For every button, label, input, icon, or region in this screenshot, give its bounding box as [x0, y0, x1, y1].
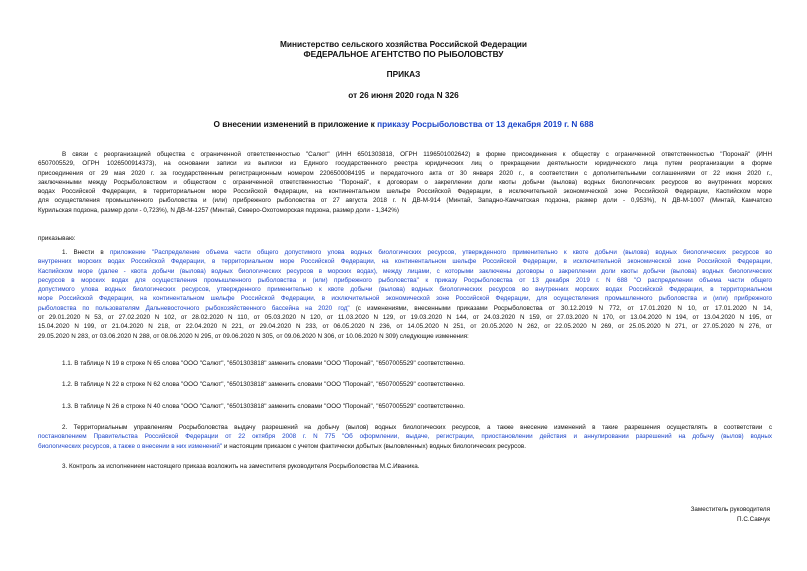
item-1-tail: следующие изменения:: [397, 332, 469, 340]
item-1-3: 1.3. В таблице N 26 в строке N 40 слова "ООО "Салют", "6501303818" заменить словами "ООО "Поронай", "6507005529" соответственно.: [62, 403, 465, 410]
document-title: [0, 119, 807, 129]
amendments-line: 15.04.2020 N 199, от 21.04.2020 N 218, от 22.04.2020 N 221, от 29.04.2020 N 233, от 06.05.2020 N 236, от 14.05.2020 N 251, от 20.05.2020 N 262, от 22.05.2020 N 269, от 25.05.2020 N 271, от 27.05.2020 N 276, от: [38, 323, 772, 331]
item-1-1: 1.1. В таблице N 19 в строке N 65 слова "ООО "Салют", "6501303818" заменить словами "ООО "Поронай", "6507005529" соответственно.: [62, 360, 465, 367]
government-decree-link[interactable]: постановлением Правительства Российской Федерации от 22 октября 2008 г. N 775 "Об оформлении, выдаче, регистрации, приостановлении действия и аннулировании разрешений на добычу (вылов) водных: [38, 433, 772, 441]
order-word: приказываю:: [38, 235, 76, 242]
appendix-link[interactable]: приложение "Распределение объема части общего допустимого улова водных биологических ресурсов, утвержденного применительно к квоте добычи (вылова) водных биологических ресурсов во: [109, 249, 772, 256]
amendments-text: (с изменениями, внесенными приказами Росрыболовства от 30.12.2019 N 772, от 17.01.2020 N 10, от 17.01.2020 N 14,: [349, 304, 772, 312]
preamble-line: 6507005529, ОГРН 1026500914373), на основании записи из выписки из Единого государственного реестра юридических лиц о прекращении деятельности юридического лица путем реорганизации в форме: [38, 160, 772, 168]
item-2: [38, 423, 772, 451]
item-1-line: [38, 304, 772, 313]
title-prefix: О внесении изменений в приложение к: [213, 119, 378, 129]
preamble-line: Курильская подзона, размер доли - 0,723%), N ДВ-М-1257 (Минтай, Северо-Охотоморская подзона, размер доли - 1,342%): [38, 206, 399, 214]
amendments-line: от 29.01.2020 N 53, от 27.02.2020 N 102, от 28.02.2020 N 110, от 05.03.2020 N 120, от 11.03.2020 N 129, от 19.03.2020 N 144, от 24.03.2020 N 159, от 27.03.2020 N 170, от 13.04.2020 N 194, от 13.04.2020 N 195, от: [38, 314, 772, 322]
appendix-link-line[interactable]: Каспийском море (далее - квота добычи (вылова) водных биологических ресурсов в морских водах), между лицами, с которыми заключены договоры о закреплении доли квоты добычи (вылова) водных биологических: [38, 267, 772, 275]
preamble-line: заключенными между Росрыболовством и обществом с ограниченной ответственностью "Поронай", к договорам о закреплении доли квоты добычи (вылова) водных биологических ресурсов во внутренних морских: [38, 178, 772, 186]
appendix-link-line[interactable]: ресурсов в морских водах для осуществления промышленного рыболовства и (или) прибрежного рыболовства" к приказу Росрыболовства от 13 декабря 2019 г. N 688 "О распределении объема части общего: [38, 276, 772, 284]
item-2-tail: и настоящим приказом с учетом фактически добытых (выловленных) водных биологических ресурсов.: [222, 442, 526, 450]
document-date-number: от 26 июня 2020 года N 326: [348, 90, 459, 100]
item-1: [38, 248, 772, 341]
item-2-line: [38, 442, 772, 451]
appendix-link-line[interactable]: море Российской Федерации, на континентальном шельфе Российской Федерации, в исключительной экономической зоне Российской Федерации, для осуществления промышленного рыболовства и (или) прибрежного: [38, 295, 772, 303]
item-1-2: 1.2. В таблице N 22 в строке N 62 слова "ООО "Салют", "6501303818" заменить словами "ООО "Поронай", "6507005529" соответственно.: [62, 381, 465, 388]
preamble-line: для осуществления промышленного рыболовства и (или) прибрежного рыболовства от 27 августа 2018 г. N ДВ-М-914 (Минтай, Западно-Камчатская подзона, размер доли - 0,953%), N ДВ-М-1007 (Минтай, Камчатско: [38, 197, 772, 205]
ministry-name: Министерство сельского хозяйства Российской Федерации: [280, 39, 527, 49]
preamble: [38, 150, 772, 215]
item-3: 3. Контроль за исполнением настоящего приказа возложить на заместителя руководителя Росрыболовства М.С.Иваника.: [62, 463, 420, 470]
appendix-link-end[interactable]: рыболовства по пользователям Дальневосточного рыбохозяйственного бассейна на 2020 год": [38, 304, 350, 312]
item-2-line: 2. Территориальным управлениям Росрыболовства выдачу разрешений на добычу (вылов) водных биологических ресурсов, а также внесение изменений в такие разрешения осуществлять в соответствии с: [62, 424, 772, 431]
government-decree-link-end[interactable]: биологических ресурсов, а также о внесении в них изменений": [38, 442, 223, 450]
document-type: ПРИКАЗ: [386, 69, 421, 79]
appendix-link-line[interactable]: допустимого улова водных биологических ресурсов, утвержденного применительно к квоте добычи (вылова) водных биологических ресурсов во внутренних морских водах Российской Федерации, в территориальном: [38, 286, 772, 294]
agency-name: ФЕДЕРАЛЬНОЕ АГЕНТСТВО ПО РЫБОЛОВСТВУ: [303, 49, 504, 59]
signature-name: П.С.Савчук: [737, 516, 770, 523]
preamble-line: В связи с реорганизацией общества с ограниченной ответственностью "Салют" (ИНН 6501303818, ОГРН 1196501002642) в форме присоединения к обществу с ограниченной ответственностью "Поронай" (ИНН: [62, 151, 772, 158]
item-1-line: [38, 248, 772, 257]
signature-position: Заместитель руководителя: [690, 506, 770, 513]
item-1-line: [38, 332, 772, 341]
appendix-link-line[interactable]: внутренних морских водах Российской Федерации, в территориальном море Российской Федерации, на континентальном шельфе Российской Федерации, в исключительной экономической зоне Российской Федерации,: [38, 258, 772, 266]
amendments-end: 29.05.2020 N 283, от 03.06.2020 N 288, от 08.06.2020 N 295, от 09.06.2020 N 305, от 09.06.2020 N 306, от 10.06.2020 N 309): [38, 332, 398, 340]
preamble-line: водах Российской Федерации, в территориальном море Российской Федерации, на континентальном шельфе Российской Федерации, в исключительной экономической зоне Российской Федерации, Каспийском море: [38, 188, 772, 196]
item-1-lead: 1. Внести в: [62, 249, 110, 256]
title-order-link[interactable]: приказу Росрыболовства от 13 декабря 2019 г. N 688: [377, 119, 594, 129]
preamble-line: присоединения от 29 мая 2020 г. за государственным регистрационным номером 2206500084195 и передаточного акта от 30 января 2020 г., в соответствии с дополнительными соглашениями от 22 июня 2020 г.,: [38, 169, 772, 177]
